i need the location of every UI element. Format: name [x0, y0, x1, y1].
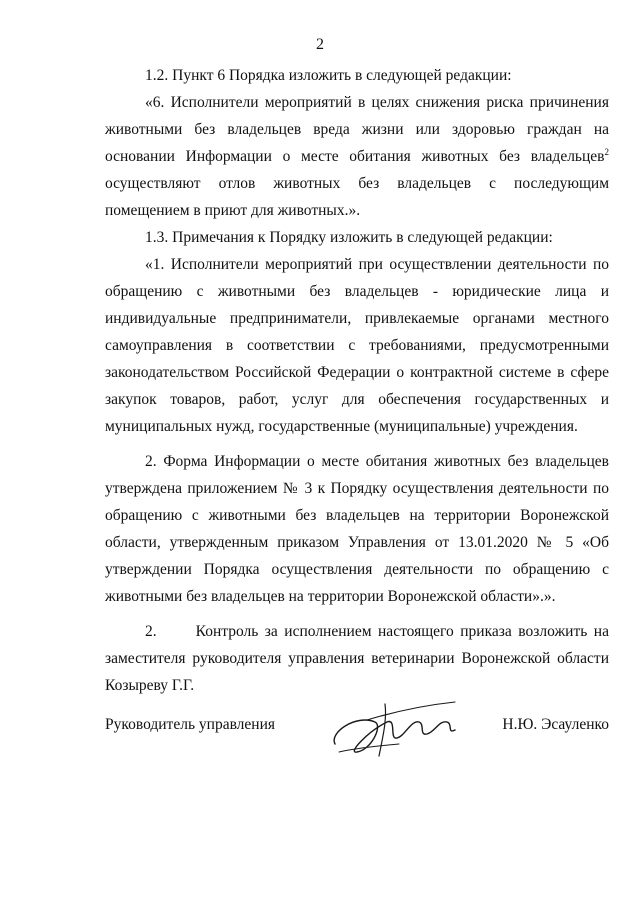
paragraph-point-6 — [105, 89, 609, 224]
footnote-marker: 2 — [604, 146, 609, 157]
paragraph-point-6-text: «6. Исполнители мероприятий в целях снижения риска причинения животными без владельцев вреда жизни или здоровью граждан на основании Информации о месте обитания животных без владельцев — [105, 94, 609, 165]
paragraph-point-6-text-end: осуществляют отлов животных без владельцев с последующим помещением в приют для животных.». — [105, 175, 609, 219]
paragraph-note-1: «1. Исполнители мероприятий при осуществлении деятельности по обращению с животными без владельцев - юридические лица и индивидуальные предприниматели, привлекаемые органами местного самоуправления в соответствии с требованиями, предусмотренными законодательством Российской Федерации о контрактной системе в сфере закупок товаров, работ, услуг для обеспечения государственных и муниципальных нужд, государственные (муниципальные) учреждения. — [105, 256, 609, 435]
page-number: 2 — [316, 36, 324, 53]
document-body — [105, 62, 613, 699]
signature-block — [105, 710, 609, 750]
paragraph-note-2: 2. Форма Информации о месте обитания животных без владельцев утверждена приложением № 3 к Порядку осуществления деятельности по обращению с животными без владельцев на территории Воронежской области, утвержденным приказом Управления от 13.01.2020 № 5 «Об утверждении Порядка осуществления деятельности по обращению с животными без владельцев на территории Воронежской области».». — [105, 453, 609, 605]
paragraph-1-2: 1.2. Пункт 6 Порядка изложить в следующей редакции: — [145, 67, 512, 84]
paragraph-1-3: 1.3. Примечания к Порядку изложить в следующей редакции: — [145, 229, 553, 246]
signatory-name: Н.Ю. Эсауленко — [502, 716, 609, 733]
signatory-title: Руководитель управления — [105, 716, 276, 733]
handwritten-signature — [327, 692, 467, 762]
paragraph-control: 2. Контроль за исполнением настоящего приказа возложить на заместителя руководителя управления ветеринарии Воронежской области Козыреву Г.Г. — [105, 623, 613, 694]
